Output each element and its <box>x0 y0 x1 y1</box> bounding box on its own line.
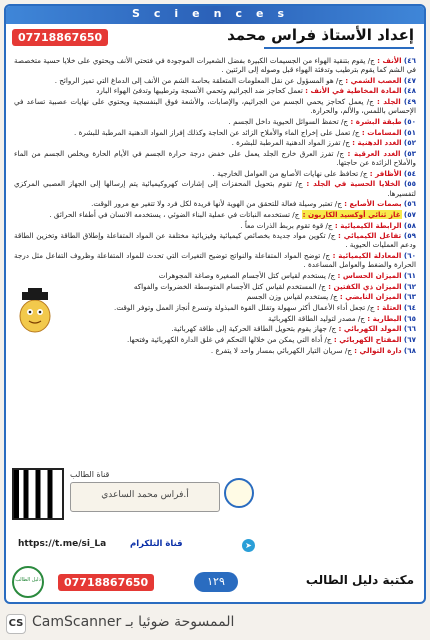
item-term: المسامات : <box>361 127 402 137</box>
question-item <box>14 97 416 115</box>
page-footer <box>6 562 424 602</box>
calligraphy-signature <box>70 482 220 512</box>
question-item <box>14 231 416 249</box>
item-term: العتلة : <box>376 302 402 312</box>
item-answer: ج/ تعتبر وسيلة فعالة للتحقق من الهوية لأنها فريدة لكل فرد ولا تتغير مع مرور الوقت. <box>91 199 342 209</box>
question-item <box>14 314 416 323</box>
question-item <box>14 210 416 219</box>
item-answer: ج/ جهاز يقوم بتحويل الطاقة الحركية إلى طاقة كهربائية. <box>171 324 337 334</box>
item-number: ٥٧) <box>403 209 416 219</box>
item-answer: ج/ يقوم بتنقية الهواء من الجسيمات الكبيرة بفضل الشعيرات الموجودة في فتحتي الأنف ويحتوي على خلايا حسية متخصصة في الشم كما يقوم بترطيب وتدفئة الهواء قبل وصوله إلى الرئتين . <box>14 56 416 75</box>
top-banner <box>6 6 424 24</box>
question-item <box>14 138 416 147</box>
question-item <box>14 251 416 269</box>
question-item <box>14 346 416 355</box>
camscanner-text: الممسوحة ضوئيا بـ CamScanner <box>32 614 235 630</box>
question-item <box>14 149 416 167</box>
question-item <box>14 169 416 178</box>
question-item <box>14 282 416 291</box>
camscanner-watermark <box>0 608 430 640</box>
library-name: مكتبة دليل الطالب <box>305 573 414 587</box>
item-term: تفاعل الكيميائي : <box>338 231 402 241</box>
item-number: ٤٩) <box>403 97 416 107</box>
telegram-bar <box>12 539 422 553</box>
item-term: الميزان النابضي : <box>339 292 402 302</box>
qr-code-icon[interactable] <box>12 468 64 520</box>
item-number: ٦١) <box>403 270 416 280</box>
item-answer: ج/ هو المسؤول عن نقل المعلومات المتعلقة بحاسة الشم من الأنف إلى الدماغ التي تميز الروائح . <box>54 75 343 85</box>
item-answer: ج/ توضح المواد المتفاعلة والنواتج توضيح التغيرات التي تحدث للمواد المتفاعلة وظروف التفاعل مثل درجة الحرارة والضغط والعوامل المساعدة . <box>14 251 416 270</box>
calligraphy-text: أ.فراس محمد الساعدي <box>101 490 189 500</box>
item-number: ٦٥) <box>403 313 416 323</box>
author-title: إعداد الأستاذ فراس محمد <box>227 26 414 44</box>
question-item <box>14 292 416 301</box>
library-logo-icon <box>12 566 44 598</box>
page-header <box>6 26 424 52</box>
question-item <box>14 56 416 74</box>
question-item <box>14 117 416 126</box>
page-number: ١٢٩ <box>194 572 238 592</box>
item-number: ٦٠) <box>403 251 416 261</box>
question-item <box>14 324 416 333</box>
item-term: الرابطة الكيميائية : <box>334 220 402 230</box>
item-term: العصب الشمي : <box>345 75 402 85</box>
item-number: ٦٦) <box>403 324 416 334</box>
item-term: دارة التوالي : <box>354 345 402 355</box>
item-number: ٥٠) <box>403 116 416 126</box>
item-answer: ج/ يستخدم لقياس وزن الجسم <box>246 292 338 302</box>
question-item <box>14 199 416 208</box>
item-answer: ج/ سريان التيار الكهربائي بمسار واحد لا يتفرع . <box>210 345 352 355</box>
item-number: ٥٣) <box>403 149 416 158</box>
promo-area <box>12 468 252 532</box>
item-term: بصمات الأصابع : <box>344 199 402 209</box>
item-answer: ج/ أداة التي يمكن من خلالها التحكم في غلق الدارة الكهربائية وفتحها. <box>127 335 332 344</box>
item-term: المفتاح الكهربائي : <box>333 335 402 344</box>
document-page <box>4 4 426 604</box>
item-answer: ج/ تفرز المواد الدهنية المرطبة للبشرة . <box>231 138 350 148</box>
banner-title: Sciences <box>131 7 299 20</box>
item-number: ٦٢) <box>403 281 416 291</box>
item-answer: ج/ تحفظ السوائل الحيوية داخل الجسم . <box>228 116 349 126</box>
camscanner-logo-icon: CS <box>6 614 26 634</box>
item-number: ٦٨) <box>403 345 416 355</box>
question-item <box>14 86 416 95</box>
questions-list <box>14 56 416 528</box>
item-answer: ج/ يستخدم لقياس كتل الأجسام الصغيرة وصاغة المجوهرات <box>158 270 336 280</box>
item-number: ٥٦) <box>403 199 416 209</box>
question-item <box>14 76 416 85</box>
phone-number-bottom: 07718867650 <box>58 574 154 591</box>
item-number: ٤٧) <box>403 75 416 85</box>
item-answer: ج/ تكوين مواد جديدة بخصائص كيميائية وفيزيائية مختلفة عن المواد المتفاعلة وإطلاق الطاقة وتخزين الطاقة ودعم العمليات الحيوية . <box>14 231 416 250</box>
question-item <box>14 303 416 312</box>
item-answer: ج/ تحافظ على نهايات الأصابع من العوامل الخارجية . <box>212 168 368 178</box>
item-answer: ج/ المستخدم لقياس كتل الأجسام المتوسطة الخضروات والفواكه <box>133 281 326 291</box>
item-number: ٦٧) <box>403 335 416 344</box>
item-term: المعادلة الكيميائية : <box>332 251 402 261</box>
item-answer: ج/ تستخدمه النباتات في عملية البناء الضوئي ، يستخدمه الانسان في أطفاء الحرائق . <box>49 209 300 219</box>
item-term: المولد الكهربائي : <box>338 324 402 334</box>
item-number: ٤٦) <box>403 56 416 65</box>
telegram-link[interactable]: https://t.me/si_La <box>18 539 107 549</box>
item-term: المادة المخاطية في الأنف : <box>305 86 402 96</box>
logo-text: دليل الطالب <box>15 577 41 583</box>
phone-number-top: 07718867650 <box>12 29 108 46</box>
item-term: الميزان الحساس : <box>337 270 402 280</box>
item-number: ٥٤) <box>403 168 416 178</box>
question-item <box>14 221 416 230</box>
item-number: ٥٩) <box>403 231 416 241</box>
mascot-illustration <box>14 286 56 334</box>
seal-icon <box>224 478 254 508</box>
item-term: الجلد : <box>376 97 401 107</box>
question-item <box>14 128 416 137</box>
item-number: ٥١) <box>403 127 416 137</box>
item-term: الغدد الدهنية : <box>352 138 402 148</box>
channel-name: قناة الطالب <box>70 470 110 479</box>
item-term: طبقة البشرة : <box>350 116 402 126</box>
item-number: ٦٣) <box>403 292 416 302</box>
telegram-label: قناة التلكرام <box>130 539 183 549</box>
question-item <box>14 271 416 280</box>
item-number: ٤٨) <box>403 86 416 96</box>
item-answer: ج/ قوة تقوم بربط الذرات معاً . <box>240 220 333 230</box>
item-answer: ج/ مصدر لتوليد الطاقة الكهربائية <box>268 313 365 323</box>
item-term: الميزان ذي الكفتين : <box>328 281 402 291</box>
item-number: ٥٨) <box>403 220 416 230</box>
item-answer: ج/ تجعل أداء الأعمال أكثر سهولة وتقلل القوة المبذولة وتسرع أنجاز العمل وتوفر الوقت. <box>114 302 375 312</box>
author-underline <box>264 47 414 49</box>
item-answer: ج/ تقوم بتحويل المحفزات إلى إشارات كهروكيميائية يتم إرسالها إلى الجهاز العصبي المركزي لتفسيرها. <box>14 179 416 198</box>
item-term: البطارية : <box>367 313 402 323</box>
item-term: الخلايا الحسية في الجلد : <box>306 179 401 189</box>
item-term: الأنف : <box>377 56 402 65</box>
item-term: غاز ثنائي أوكسيد الكاربون : <box>302 209 401 219</box>
item-number: ٥٥) <box>403 179 417 189</box>
item-term: الغدد العرقية : <box>347 149 401 158</box>
item-number: ٦٤) <box>403 302 416 312</box>
item-answer: ج/ يعمل كحاجز يحمي الجسم من الجراثيم، والإصابات، والأشعة فوق البنفسجية ويحتوي على نهايات عصبية تساعد في الإحساس باللمس، والألم، والحرارة. <box>14 97 416 116</box>
telegram-icon[interactable]: ➤ <box>242 539 255 552</box>
item-number: ٥٢) <box>403 138 416 148</box>
item-answer: ج/ تفرز العرق خارج الجلد يعمل على خفض درجة حرارة الجسم في الأيام الحارة ويخلص الجسم من الماء والأملاح الزائدة عن حاجتها. <box>14 149 416 168</box>
item-answer: تعمل كحاجز ضد الجراثيم وتحمي الأنسجة وترطيبها وتدفئ الهواء البارد <box>96 86 303 96</box>
item-answer: ج/ تعمل على إخراج الماء والأملاح الزائد عن الحاجة وكذلك إفراز المواد الدهنية المرطبة للبشرة . <box>74 127 360 137</box>
item-term: الأظافر : <box>369 168 402 178</box>
question-item <box>14 179 416 197</box>
question-item <box>14 335 416 344</box>
